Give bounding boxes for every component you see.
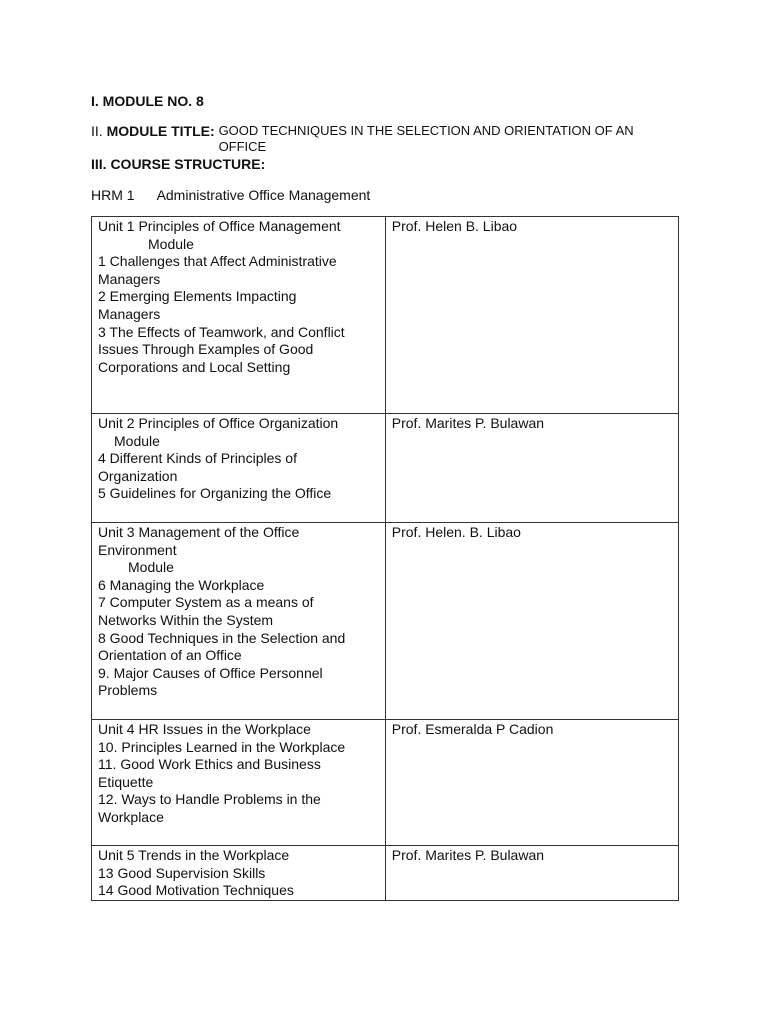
table-row xyxy=(92,414,679,523)
unit-cell xyxy=(92,720,386,846)
module-item: Workplace xyxy=(98,808,164,825)
unit-title-continued: Environment xyxy=(98,541,177,558)
module-item: 11. Good Work Ethics and Business xyxy=(98,756,321,773)
unit-cell xyxy=(92,217,386,414)
module-item: 13 Good Supervision Skills xyxy=(98,864,266,881)
module-item: 14 Good Motivation Techniques xyxy=(98,882,294,899)
course-structure-heading: III. COURSE STRUCTURE: xyxy=(91,156,266,172)
module-item: 4 Different Kinds of Principles of xyxy=(98,450,297,467)
course-structure-table xyxy=(91,216,679,901)
professor-cell xyxy=(385,217,678,414)
unit-cell xyxy=(92,523,386,720)
table-row xyxy=(92,523,679,720)
professor-cell xyxy=(385,846,678,901)
course-row xyxy=(91,187,370,204)
module-number-heading: I. MODULE NO. 8 xyxy=(91,93,204,109)
module-item: 7 Computer System as a means of xyxy=(98,594,314,611)
professor-name: Prof. Marites P. Bulawan xyxy=(391,847,545,863)
module-item: 2 Emerging Elements Impacting xyxy=(98,288,297,305)
module-title-text: GOOD TECHNIQUES IN THE SELECTION AND ORIENTATION OF AN OFFICE xyxy=(218,123,634,154)
module-item: 8 Good Techniques in the Selection and xyxy=(98,629,346,646)
module-item: 6 Managing the Workplace xyxy=(98,576,265,593)
module-item: 3 The Effects of Teamwork, and Conflict xyxy=(98,323,345,340)
module-item: Problems xyxy=(98,682,158,699)
unit-cell xyxy=(92,414,386,523)
unit-title: Unit 5 Trends in the Workplace xyxy=(98,847,290,863)
module-item: Corporations and Local Setting xyxy=(98,358,291,375)
professor-name: Prof. Helen B. Libao xyxy=(391,218,518,234)
module-item: Issues Through Examples of Good xyxy=(98,341,314,358)
module-item: Managers xyxy=(98,305,161,322)
module-title-label: MODULE TITLE: xyxy=(106,123,215,139)
module-item: 5 Guidelines for Organizing the Office xyxy=(98,485,332,502)
module-title-prefix: II. xyxy=(91,123,107,139)
professor-cell xyxy=(385,523,678,720)
unit-title: Unit 4 HR Issues in the Workplace xyxy=(98,721,311,737)
module-item: 10. Principles Learned in the Workplace xyxy=(98,738,346,755)
table-row xyxy=(92,846,679,901)
table-row xyxy=(92,720,679,846)
professor-cell xyxy=(385,414,678,523)
module-item: Organization xyxy=(98,467,178,484)
professor-name: Prof. Esmeralda P Cadion xyxy=(391,721,554,737)
module-item: Etiquette xyxy=(98,773,154,790)
module-item: 9. Major Causes of Office Personnel xyxy=(98,664,323,681)
module-item: 1 Challenges that Affect Administrative xyxy=(98,253,337,270)
module-label: Module xyxy=(148,235,194,252)
module-item: Networks Within the System xyxy=(98,611,274,628)
module-item: Orientation of an Office xyxy=(98,647,242,664)
table-row xyxy=(92,217,679,414)
module-label: Module xyxy=(128,559,174,576)
module-label: Module xyxy=(114,432,160,449)
professor-cell xyxy=(385,720,678,846)
unit-title: Unit 2 Principles of Office Organization xyxy=(98,415,339,431)
professor-name: Prof. Helen. B. Libao xyxy=(391,524,521,540)
unit-title: Unit 3 Management of the Office xyxy=(98,524,300,540)
unit-cell xyxy=(92,846,386,901)
module-item: 12. Ways to Handle Problems in the xyxy=(98,791,321,808)
course-name: Administrative Office Management xyxy=(156,187,371,203)
module-title-row xyxy=(91,123,669,155)
course-code: HRM 1 xyxy=(91,187,135,203)
unit-title: Unit 1 Principles of Office Management xyxy=(98,218,341,234)
professor-name: Prof. Marites P. Bulawan xyxy=(391,415,545,431)
module-item: Managers xyxy=(98,270,161,287)
